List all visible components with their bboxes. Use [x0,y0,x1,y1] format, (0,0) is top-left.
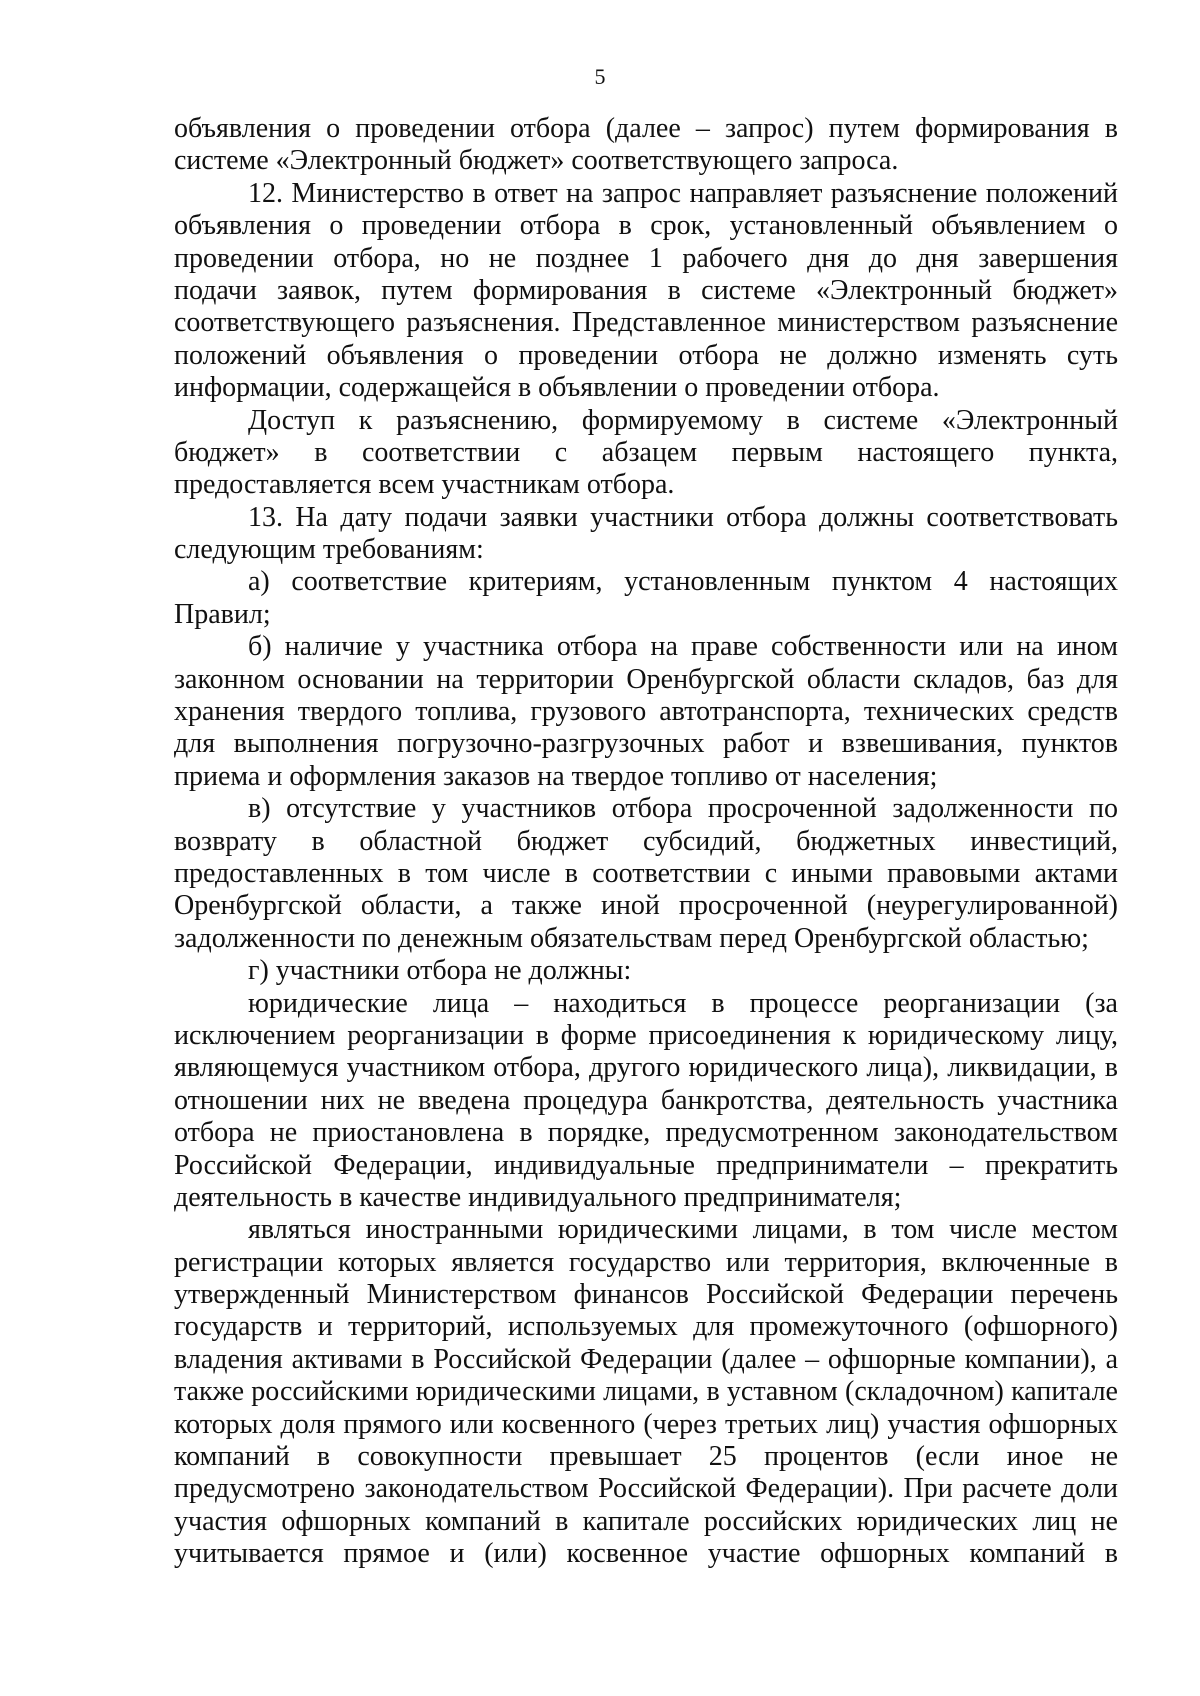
page-number: 5 [594,64,606,89]
text-line: отношении них не введена процедура банкротства, деятельность участника [174,1084,1118,1116]
text-line: деятельность в качестве индивидуального предпринимателя; [174,1181,902,1213]
text-line: 12. Министерство в ответ на запрос направляет разъяснение положений [248,177,1118,209]
text-line: для выполнения погрузочно-разгрузочных работ и взвешивания, пунктов [174,728,1118,760]
text-line: задолженности по денежным обязательствам перед Оренбургской областью; [174,922,1089,954]
text-line: хранения твердого топлива, грузового автотранспорта, технических средств [174,696,1118,728]
text-line: Правил; [174,598,271,630]
text-line: являться иностранными юридическими лицами, в том числе местом [248,1214,1118,1246]
text-line: Российской Федерации, индивидуальные предприниматели – прекратить [174,1149,1118,1181]
text-line: которых доля прямого или косвенного (через третьих лиц) участия офшорных [174,1408,1118,1440]
text-line: Доступ к разъяснению, формируемому в системе «Электронный [248,404,1118,436]
text-line: законном основании на территории Оренбургской области складов, баз для [174,663,1118,695]
text-line: проведении отбора, но не позднее 1 рабочего дня до дня завершения [174,242,1118,274]
text-line: г) участники отбора не должны: [248,955,632,987]
text-line: соответствующего разъяснения. Представленное министерством разъяснение [174,307,1118,339]
text-line: юридические лица – находиться в процессе реорганизации (за [248,987,1118,1019]
text-line: регистрации которых является государство или территория, включенные в [174,1246,1118,1278]
text-line: предоставляется всем участникам отбора. [174,469,675,501]
text-line: утвержденный Министерством финансов Российской Федерации перечень [174,1279,1118,1311]
text-line: возврату в областной бюджет субсидий, бюджетных инвестиций, [174,825,1118,857]
text-line: 13. На дату подачи заявки участники отбора должны соответствовать [248,501,1118,533]
document-body [174,113,1118,1571]
text-line: объявления о проведении отбора (далее – запрос) путем формирования в [174,113,1118,144]
text-line: также российскими юридическими лицами, в уставном (складочном) капитале [174,1376,1118,1408]
text-line: государств и территорий, используемых для промежуточного (офшорного) [174,1311,1118,1343]
text-line: б) наличие у участника отбора на праве собственности или на ином [248,631,1118,663]
text-line: предоставленных в том числе в соответствии с иными правовыми актами [174,857,1118,889]
text-line: Оренбургской области, а также иной просроченной (неурегулированной) [174,890,1118,922]
text-line: подачи заявок, путем формирования в системе «Электронный бюджет» [174,274,1118,306]
text-line: отбора не приостановлена в порядке, предусмотренном законодательством [174,1117,1118,1149]
text-line: информации, содержащейся в объявлении о проведении отбора. [174,372,940,404]
text-line: объявления о проведении отбора в срок, установленный объявлением о [174,210,1118,242]
text-line: владения активами в Российской Федерации (далее – офшорные компании), а [174,1343,1118,1375]
text-line: являющемуся участником отбора, другого юридического лица), ликвидации, в [174,1052,1118,1084]
text-line: компаний в совокупности превышает 25 процентов (если иное не [174,1441,1118,1473]
text-line: приема и оформления заказов на твердое топливо от населения; [174,760,938,792]
text-line: положений объявления о проведении отбора не должно изменять суть [174,339,1118,371]
text-line: предусмотрено законодательством Российской Федерации). При расчете доли [174,1473,1118,1505]
text-line: а) соответствие критериям, установленным пунктом 4 настоящих [248,566,1118,598]
text-line: бюджет» в соответствии с абзацем первым настоящего пункта, [174,436,1118,468]
text-line: учитывается прямое и (или) косвенное участие офшорных компаний в [174,1538,1118,1570]
text-line: в) отсутствие у участников отбора просроченной задолженности по [248,793,1118,825]
text-line: следующим требованиям: [174,534,484,566]
text-line: системе «Электронный бюджет» соответствующего запроса. [174,145,899,177]
text-line: участия офшорных компаний в капитале российских юридических лиц не [174,1505,1118,1537]
text-line: исключением реорганизации в форме присоединения к юридическому лицу, [174,1019,1118,1051]
